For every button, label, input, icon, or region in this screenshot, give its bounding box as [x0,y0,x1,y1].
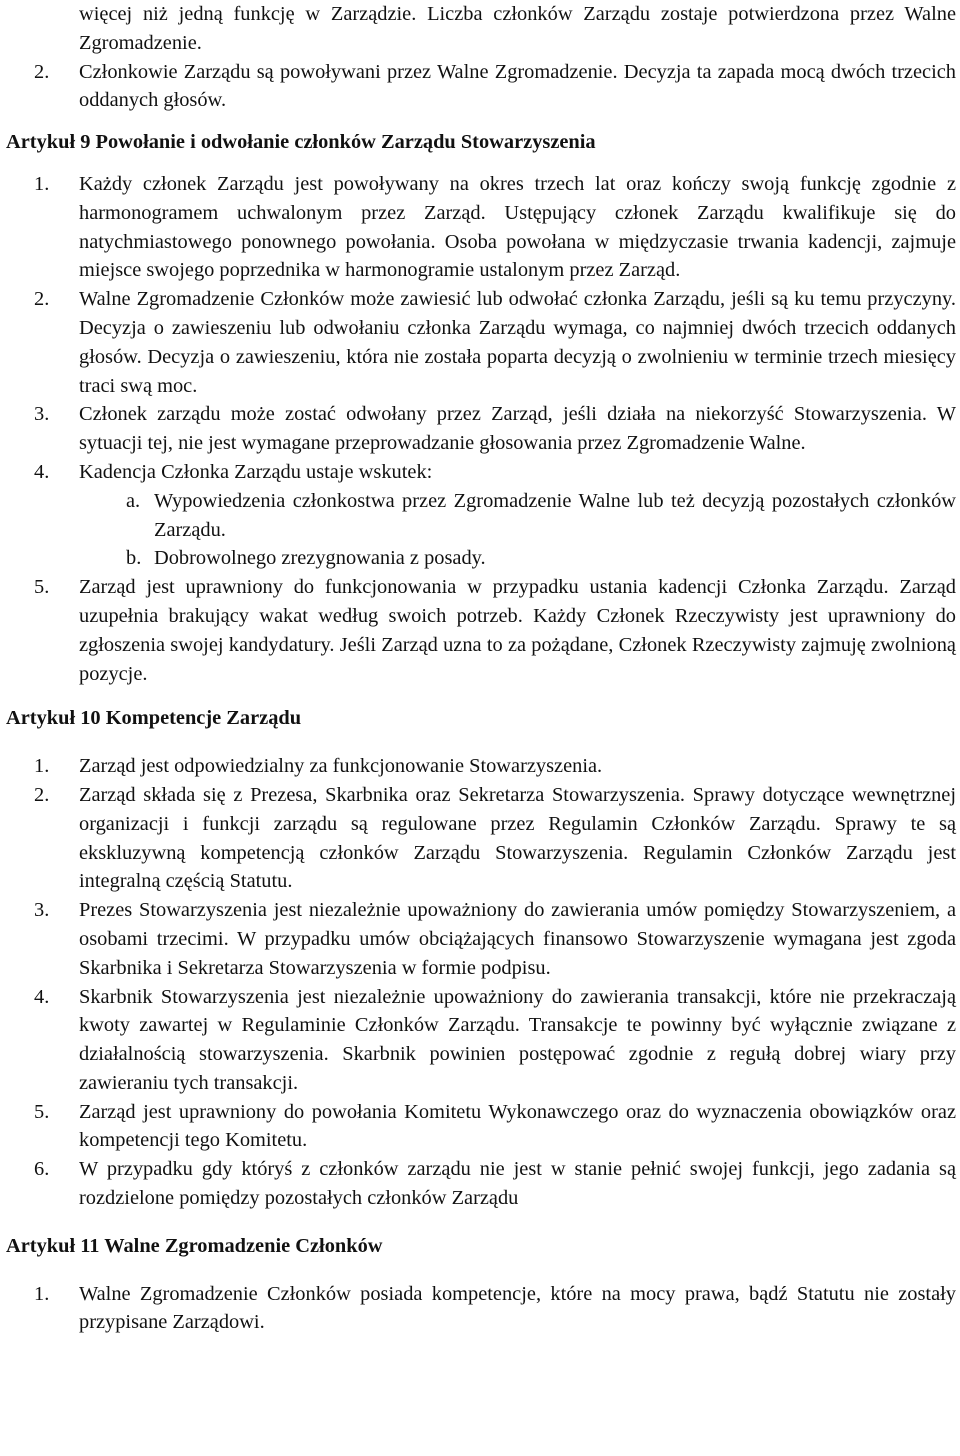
list-item [6,1155,956,1213]
article-9-heading: Artykuł 9 Powołanie i odwołanie członków Zarządu Stowarzyszenia [6,131,596,154]
list-item [6,1280,956,1338]
sub-item-letter: b. [126,547,142,570]
item-number: 1. [34,172,50,195]
item-number: 2. [34,288,50,311]
item-number: 5. [34,576,50,599]
item-text: Prezes Stowarzyszenia jest niezależnie upoważniony do zawierania umów pomiędzy Stowarzyszeniem, a osobami trzecimi. W przypadku umów obciążających finansowo Stowarzyszenie wymagana jest zgoda Skarbnika i Sekretarza Stowarzyszenia w formie podpisu. [79,899,956,979]
item-number: 2. [34,783,50,806]
sub-item-text: Dobrowolnego zrezygnowania z posady. [154,547,486,570]
list-item [6,896,956,982]
item-number: 4. [34,460,50,483]
sub-item-text: Wypowiedzenia członkostwa przez Zgromadzenie Walne lub też decyzją pozostałych członków Zarządu. [154,489,956,541]
item-text: Zarząd składa się z Prezesa, Skarbnika oraz Sekretarza Stowarzyszenia. Sprawy dotyczące wewnętrznej organizacji i funkcji zarządu są regulowane przez Regulamin Członków Zarządu. Sprawy te są ekskluzywną kompetencją członków Zarządu Stowarzyszenia. Regulamin Członków Zarządu jest integralną częścią Statutu. [79,783,956,893]
item-text: Walne Zgromadzenie Członków może zawiesić lub odwołać członka Zarządu, jeśli są ku temu przyczyny. Decyzja o zawieszeniu lub odwołaniu członka Zarządu wymaga, co najmniej dwóch trzecich oddanych głosów. Decyzja o zawieszeniu, która nie została poparta decyzją o zwolnieniu w terminie trzech miesięcy traci swą moc. [79,288,956,397]
list-item [6,1098,956,1156]
item-text: Kadencja Członka Zarządu ustaje wskutek: [79,460,433,483]
paragraph-continuation: więcej niż jedną funkcję w Zarządzie. Liczba członków Zarządu zostaje potwierdzona przez Walne Zgromadzenie. [79,3,956,54]
item-number: 3. [34,899,50,922]
item-text: Członek zarządu może zostać odwołany przez Zarząd, jeśli działa na niekorzyść Stowarzyszenia. W sytuacji tej, nie jest wymagane przeprowadzanie głosowania przez Zgromadzenie Walne. [79,403,956,455]
item-text: Walne Zgromadzenie Członków posiada kompetencje, które na mocy prawa, bądź Statutu nie zostały przypisane Zarządowi. [79,1282,956,1334]
article-10-heading: Artykuł 10 Kompetencje Zarządu [6,707,302,730]
list-item [6,285,956,400]
item-number: 6. [34,1158,50,1181]
list-item [6,400,956,458]
item-text: Zarząd jest uprawniony do powołania Komitetu Wykonawczego oraz do wyznaczenia obowiązków oraz kompetencji tego Komitetu. [79,1100,956,1152]
sub-list-item [6,487,956,545]
item-number: 3. [34,403,50,426]
list-item [6,573,956,688]
document-page [6,0,956,1337]
item-text: W przypadku gdy któryś z członków zarządu nie jest w stanie pełnić swojej funkcji, jego zadania są rozdzielone pomiędzy pozostałych członków Zarządu [79,1158,956,1210]
sub-list-item [6,544,956,573]
item-text: Każdy członek Zarządu jest powoływany na okres trzech lat oraz kończy swoją funkcję zgodnie z harmonogramem uchwalonym przez Zarząd. Ustępujący członek Zarządu kwalifikuje się do natychmiastowego ponownego powołania. Osoba powołana w międzyczasie trwania kadencji, zajmuje miejsce swojego poprzednika w harmonogramie ustalonym przez Zarząd. [79,172,956,282]
article-11-heading: Artykuł 11 Walne Zgromadzenie Członków [6,1234,383,1257]
item-number: 1. [34,1282,50,1305]
list-item [6,458,956,487]
item-text: Członkowie Zarządu są powoływani przez Walne Zgromadzenie. Decyzja ta zapada mocą dwóch trzecich oddanych głosów. [79,60,956,112]
sub-item-letter: a. [126,489,141,512]
list-item [6,752,956,781]
item-text: Skarbnik Stowarzyszenia jest niezależnie upoważniony do zawierania transakcji, które nie przekraczają kwoty zawartej w Regulaminie Członków Zarządu. Transakcje te powinny być wyłącznie związane z działalnością stowarzyszenia. Skarbnik powinien postępować zgodnie z regułą dobrej wiary przy zawieraniu tych transakcji. [79,985,956,1094]
item-number: 5. [34,1100,50,1123]
item-number: 2. [34,60,50,83]
item-number: 1. [34,755,50,778]
list-item [6,170,956,285]
list-item [6,983,956,1098]
list-item [6,781,956,896]
item-text: Zarząd jest odpowiedzialny za funkcjonowanie Stowarzyszenia. [79,755,603,778]
list-item [6,58,956,116]
item-number: 4. [34,985,50,1008]
item-text: Zarząd jest uprawniony do funkcjonowania w przypadku ustania kadencji Członka Zarządu. Zarząd uzupełnia brakujący wakat według swoich potrzeb. Każdy Członek Rzeczywisty jest uprawniony do zgłoszenia swojej kandydatury. Jeśli Zarząd uzna to za pożądane, Członek Rzeczywisty zajmuję zwolnioną pozycje. [79,576,956,685]
